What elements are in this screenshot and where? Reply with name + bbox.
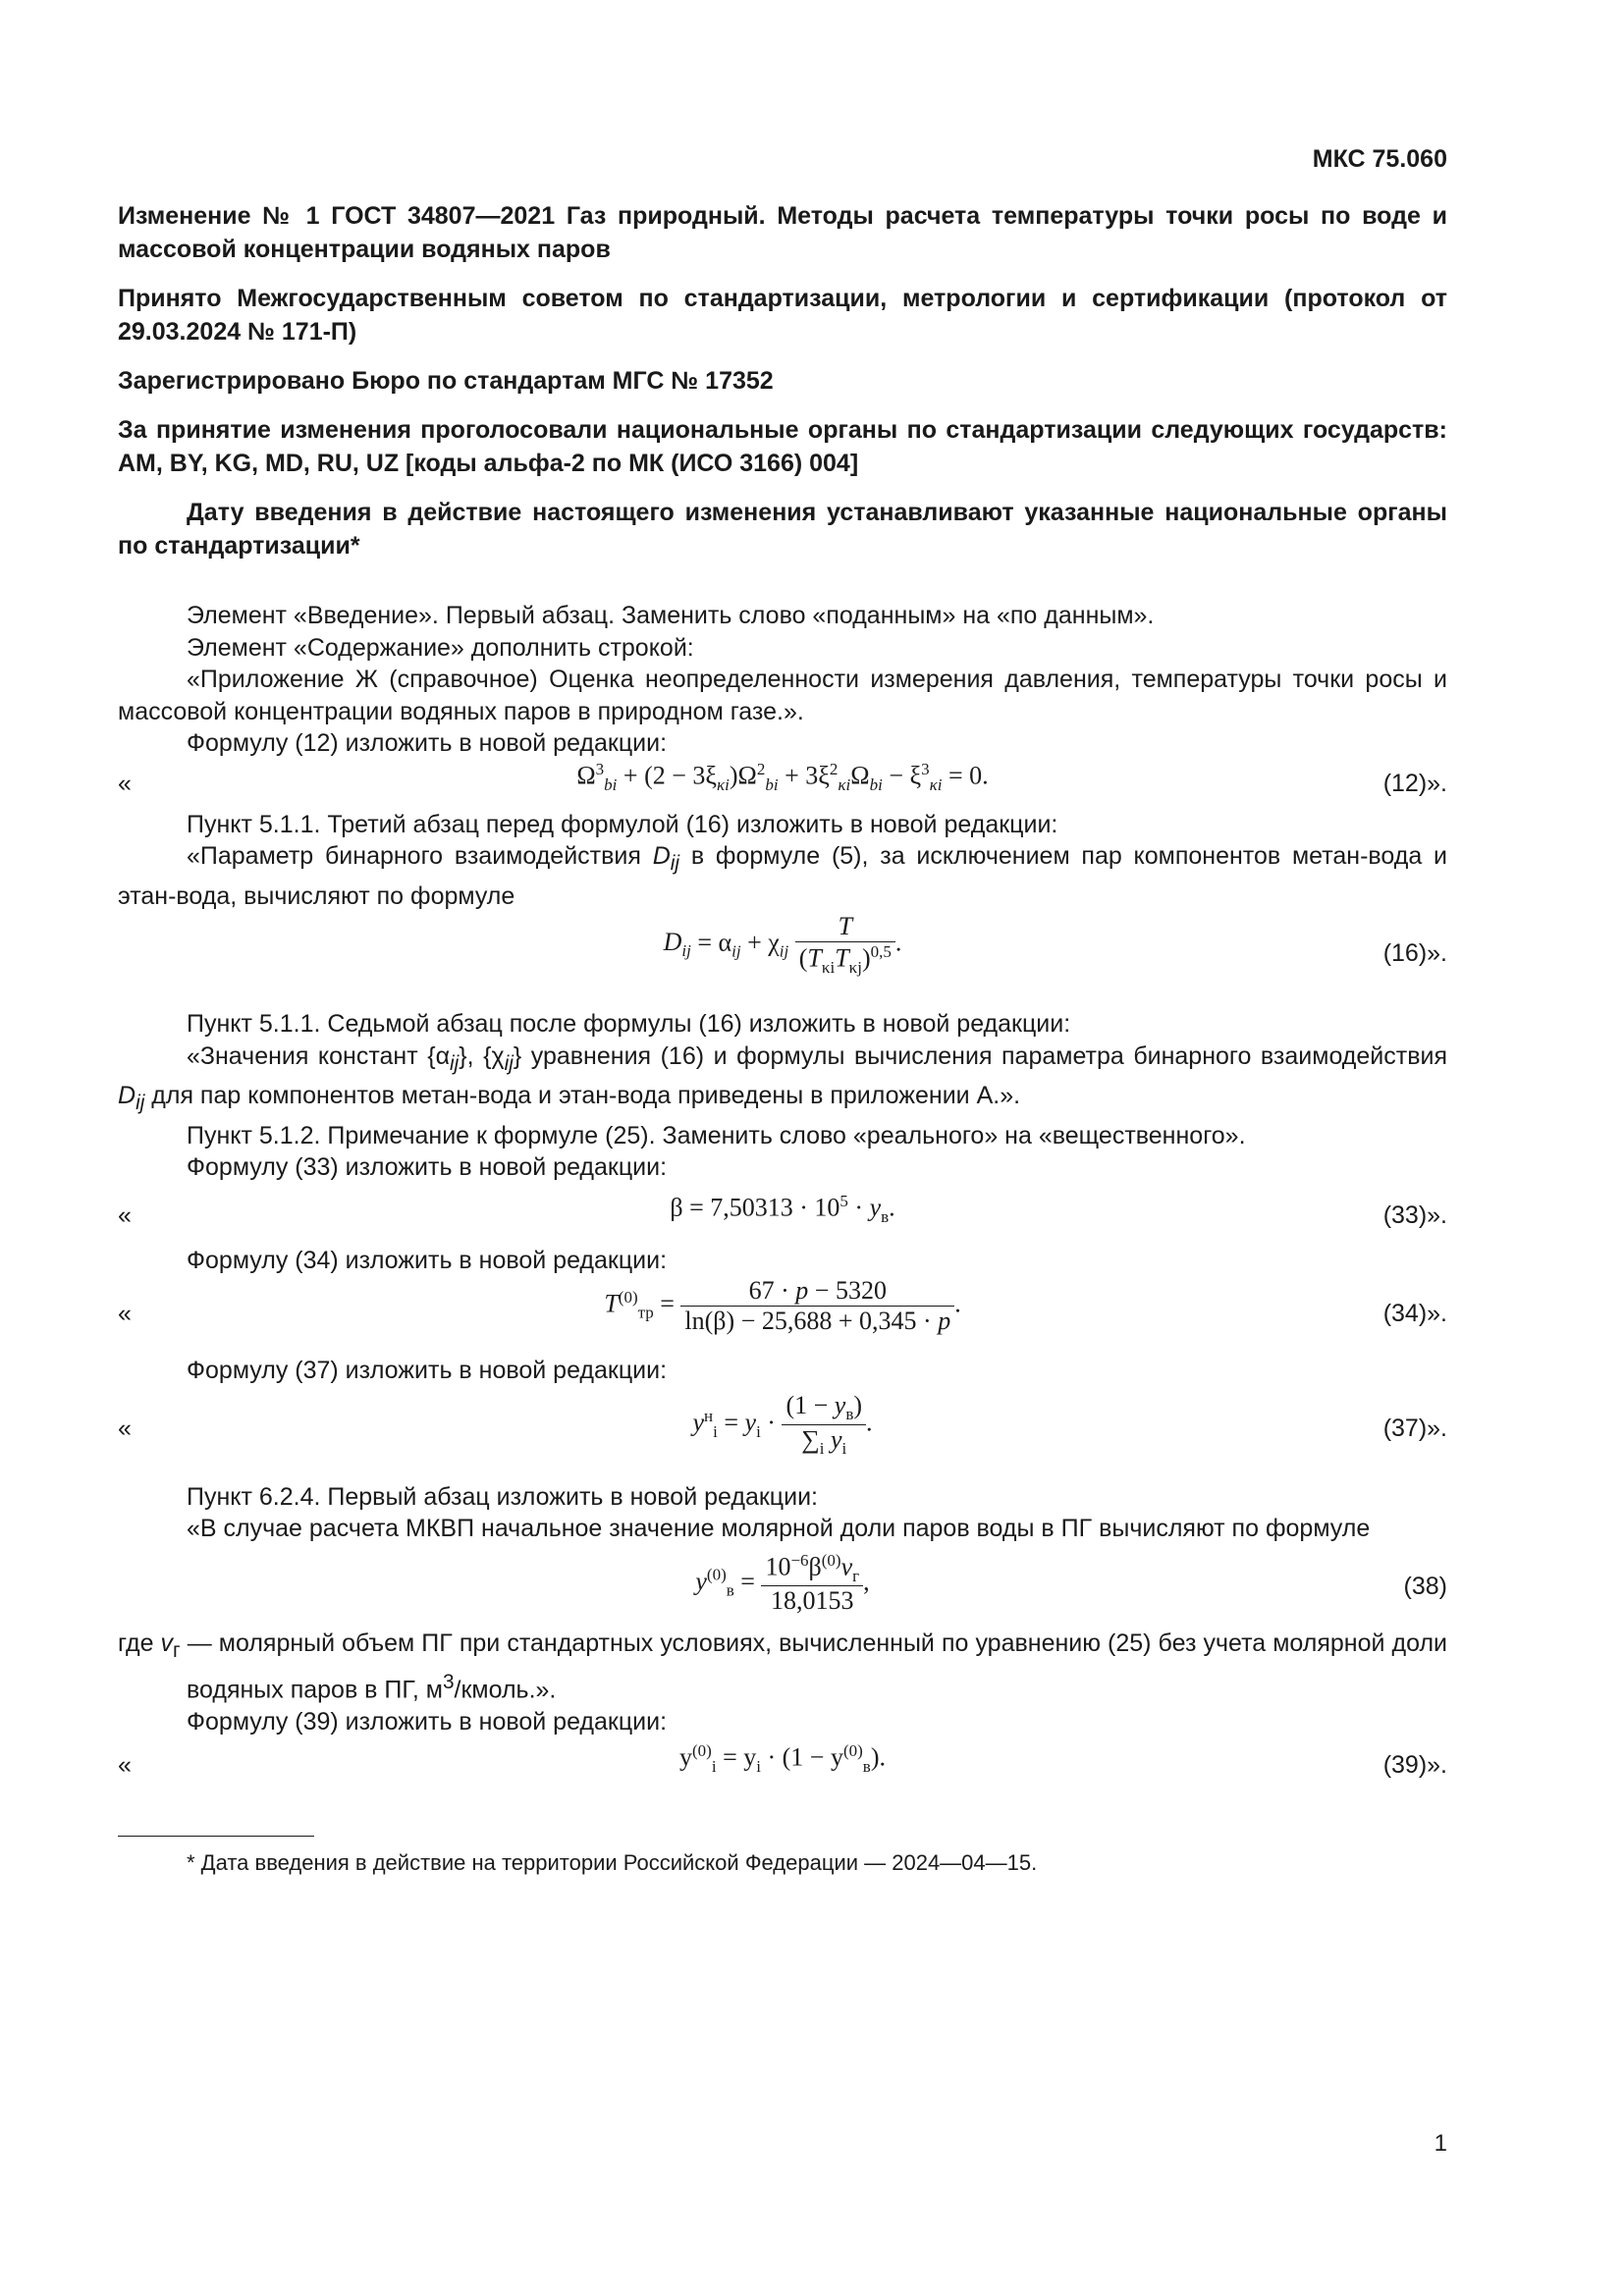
open-quote: « [118,1414,132,1442]
paragraph: «Параметр бинарного взаимодействия $D_{ij}$ в формуле (5), за исключением пар компонентов метан-вода и этан-вода, вычисляют по формуле [118,842,1448,910]
paragraph: Формулу (33) изложить в новой редакции: [187,1153,668,1181]
paragraph: «В случае расчета МКВП начальное значение молярной доли паров воды в ПГ вычисляют по формуле [187,1515,1371,1542]
formula-33 [118,1184,1447,1245]
amendment-body [118,600,1447,1796]
paragraph: «Приложение Ж (справочное) Оценка неопределенности измерения давления, температуры точки росы и массовой концентрации водяных паров в природном газе.». [118,666,1447,725]
formula-39 [118,1737,1447,1796]
formula-37-number: (37)». [1382,1414,1447,1442]
page-number: 1 [1434,2130,1447,2157]
paragraph: Формулу (37) изложить в новой редакции: [187,1357,668,1384]
formula-39-number: (39)». [1382,1751,1447,1780]
formula-16-number: (16)». [1382,939,1447,967]
formula-16 [118,912,1447,994]
registration-statement: Зарегистрировано Бюро по стандартам МГС № 17352 [118,367,774,395]
mks-code: МКС 75.060 [1312,145,1447,173]
formula-34 [118,1276,1447,1355]
footnote: * Дата введения в действие на территории Российской Федерации — 2024—04—15. [187,1850,1038,1876]
paragraph: «Значения констант $\{\alpha_{ij}\}$, $\{\chi_{ij}\}$ уравнения (16) и формулы вычисления параметра бинарного взаимодействия $D_{ij}$ для пар компонентов метан-вода и этан-вода приведены в приложении А.». [118,1041,1447,1114]
amendment-title: Изменение № 1 ГОСТ 34807—2021 Газ природный. Методы расчета температуры точки росы по воде и массовой концентрации водяных паров [118,202,1447,263]
formula-39-expression: $y^{(0)}_i = y_i \cdot (1 - y^{(0)}_в)$. [679,1741,886,1777]
footnote-separator [118,1836,314,1837]
paragraph: Элемент «Введение». Первый абзац. Заменить слово «поданным» на «по данным». [187,602,1155,629]
formula-33-number: (33)». [1382,1201,1447,1229]
introduction-date-statement: Дату введения в действие настоящего изменения устанавливают указанные национальные органы по стандартизации* [118,499,1447,560]
paragraph: Пункт 5.1.1. Седьмой абзац после формулы (16) изложить в новой редакции: [187,1010,1071,1038]
open-quote: « [118,1300,132,1327]
formula-16-expression: $D_{ij} = \alpha_{ij} + \chi_{ij}$ $\frac{T}{(T_{\kappa i}T_{\kappa j})^{0,5}}$ . [663,912,902,977]
formula-12-expression: $\Omega^3_{bi} + (2 - 3\xi_{\kappa i})\Omega^2_{bi} + 3\xi^2_{\kappa i}\Omega_{bi} - \xi^3_{\kappa i} = 0$. [576,759,989,794]
document-page [118,145,1447,1876]
formula-33-expression: $\beta = 7,50313 \cdot 10^5 \cdot y_в$. [670,1191,895,1226]
formula-12 [118,760,1447,809]
adopted-statement: Принято Межгосударственным советом по стандартизации, метрологии и сертификации (протокол от 29.03.2024 № 171-П) [118,285,1447,346]
paragraph: Пункт 6.2.4. Первый абзац изложить в новой редакции: [187,1482,819,1511]
paragraph: Формулу (39) изложить в новой редакции: [187,1707,668,1735]
paragraph: Элемент «Содержание» дополнить строкой: [187,633,694,662]
formula-34-number: (34)». [1382,1300,1447,1327]
formula-38-expression: $y^{(0)}_в$ = $\frac{10^{-6}\beta^{(0)}v_г}{18,0153}$ , [695,1550,870,1616]
open-quote: « [118,1201,132,1229]
paragraph: Пункт 5.1.2. Примечание к формуле (25). Заменить слово «реального» на «вещественного». [187,1121,1246,1149]
formula-37-expression: $y^н_i = y_i$ · $\frac{(1 - y_в)}{\sum_i y_i}$ . [692,1390,873,1458]
formula-12-number: (12)». [1382,769,1447,797]
paragraph: Формулу (34) изложить в новой редакции: [187,1246,668,1274]
voting-statement: За принятие изменения проголосовали национальные органы по стандартизации следующих государств: AM, BY, KG, MD, RU, UZ [коды альфа-2 по МК (ИСО 3166) 004] [118,416,1447,477]
formula-38 [118,1545,1447,1628]
paragraph: где $v_г$ — молярный объем ПГ при стандартных условиях, вычисленный по уравнению (25) без учета молярной доли водяных паров в ПГ, $м^3$/кмоль.». [118,1629,1447,1704]
formula-38-number: (38) [1403,1572,1447,1600]
open-quote: « [118,769,132,797]
paragraph: Пункт 5.1.1. Третий абзац перед формулой (16) изложить в новой редакции: [187,810,1058,838]
paragraph: Формулу (12) изложить в новой редакции: [187,729,668,757]
open-quote: « [118,1751,132,1780]
formula-34-expression: $T^{(0)}_{тр}$ = $\frac{67 \cdot p - 5320}{\ln(\beta) - 25,688 + 0,345 \cdot p}$ . [604,1276,961,1335]
formula-37 [118,1387,1447,1481]
